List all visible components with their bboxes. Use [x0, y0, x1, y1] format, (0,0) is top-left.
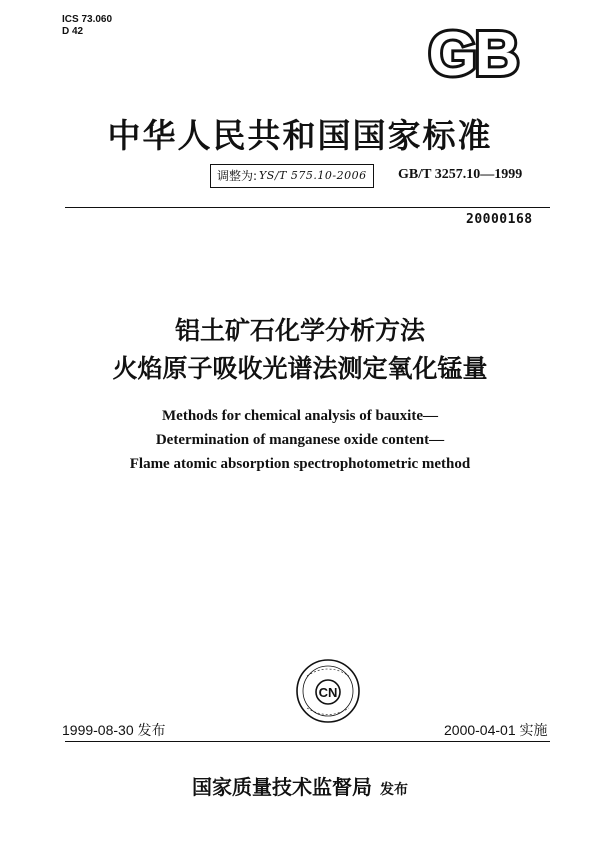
seal-center-text: CN [318, 685, 338, 700]
adjustment-label: 调整为: [217, 169, 258, 183]
gb-logo-icon [412, 20, 534, 86]
title-en-line-1: Methods for chemical analysis of bauxite— [162, 408, 438, 424]
serial-number: 20000168 [466, 212, 533, 227]
footer-divider [65, 741, 550, 742]
standards-press-seal-icon [295, 658, 361, 724]
gb-logo-text: GB [428, 20, 518, 86]
ics-classification [62, 14, 112, 38]
header-divider [65, 207, 550, 208]
issue-date: 1999-08-30 发布 [62, 722, 166, 738]
publisher-suffix: 发布 [380, 782, 408, 798]
standard-number: GB/T 3257.10—1999 [398, 167, 523, 182]
ics-code: ICS 73.060 [62, 14, 113, 25]
publisher [0, 771, 600, 800]
implementation-date: 2000-04-01 实施 [444, 722, 548, 738]
ccs-code: D 42 [62, 26, 84, 37]
title-cn-line-2: 火焰原子吸收光谱法测定氧化锰量 [112, 354, 488, 383]
title-cn-line-1: 铝土矿石化学分析方法 [174, 316, 425, 345]
adjustment-stamp [210, 164, 374, 188]
national-standard-title: 中华人民共和国国家标准 [107, 116, 493, 155]
title-en-line-3: Flame atomic absorption spectrophotometric method [129, 456, 471, 472]
adjustment-handwritten-value: YS/T 575.10-2006 [259, 169, 367, 182]
publisher-name: 国家质量技术监督局 [192, 775, 372, 799]
title-en-line-2: Determination of manganese oxide content— [155, 432, 445, 448]
